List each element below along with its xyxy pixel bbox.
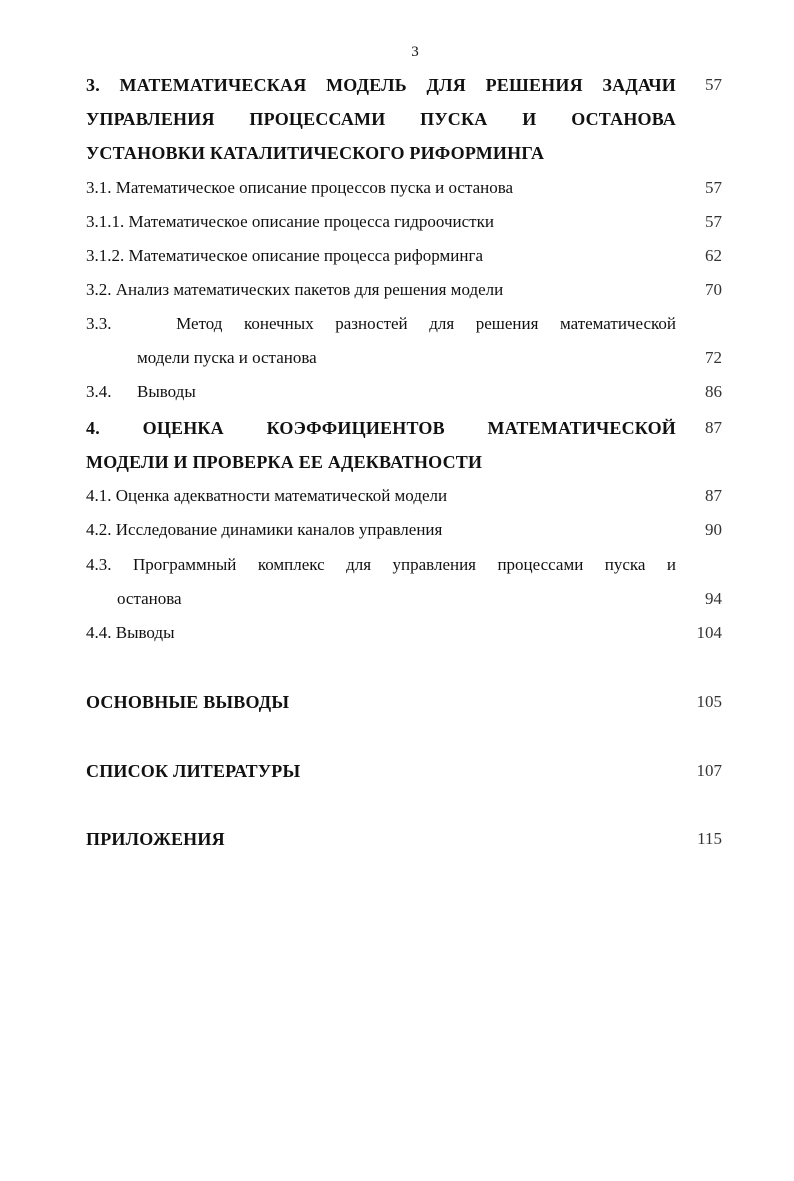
toc-s3-1-page: 57 xyxy=(705,178,722,197)
toc-s3-2: 3.2. Анализ математических пакетов для решения модели xyxy=(86,280,504,299)
toc-appendices: ПРИЛОЖЕНИЯ xyxy=(86,829,225,849)
toc-ch3-line3: УСТАНОВКИ КАТАЛИТИЧЕСКОГО РИФОРМИНГА xyxy=(86,143,545,163)
toc-s4-4: 4.4. Выводы xyxy=(86,623,175,642)
toc-s3-1-2-page: 62 xyxy=(705,246,722,265)
toc-s3-1-1-page: 57 xyxy=(705,212,722,231)
toc-s4-3-page: 94 xyxy=(705,589,722,608)
toc-s4-2: 4.2. Исследование динамики каналов управления xyxy=(86,520,443,539)
toc-s3-3-page: 72 xyxy=(705,348,722,367)
toc-s4-2-page: 90 xyxy=(705,520,722,539)
toc-s3-1-1: 3.1.1. Математическое описание процесса гидроочистки xyxy=(86,212,494,231)
toc-s4-1: 4.1. Оценка адекватности математической модели xyxy=(86,486,448,505)
page-number: 3 xyxy=(411,44,419,60)
toc-s3-1: 3.1. Математическое описание процессов пуска и останова xyxy=(86,178,514,197)
toc-s3-1-2: 3.1.2. Математическое описание процесса риформинга xyxy=(86,246,484,265)
toc-s3-3-line1: 3.3. Метод конечных разностей для решения математической xyxy=(86,314,676,333)
toc-ch3-line2: УПРАВЛЕНИЯ ПРОЦЕССАМИ ПУСКА И ОСТАНОВА xyxy=(86,109,676,129)
toc-conclusions: ОСНОВНЫЕ ВЫВОДЫ xyxy=(86,692,290,712)
toc-s3-4-page: 86 xyxy=(705,382,722,401)
toc-references: СПИСОК ЛИТЕРАТУРЫ xyxy=(86,761,301,781)
toc-ch4-line2: МОДЕЛИ И ПРОВЕРКА ЕЕ АДЕКВАТНОСТИ xyxy=(86,452,483,472)
toc-s3-4-title: Выводы xyxy=(137,382,196,401)
toc-s3-4-number: 3.4. xyxy=(86,382,112,401)
toc-s4-3-line1: 4.3. Программный комплекс для управления процессами пуска и xyxy=(86,555,676,574)
toc-ch4-page: 87 xyxy=(705,418,722,437)
toc-s4-4-page: 104 xyxy=(696,623,722,642)
toc-ch3-page: 57 xyxy=(705,75,722,94)
toc-appendices-page: 115 xyxy=(697,829,722,848)
toc-ch4-line1: 4. ОЦЕНКА КОЭФФИЦИЕНТОВ МАТЕМАТИЧЕСКОЙ xyxy=(86,418,676,438)
toc-s4-1-page: 87 xyxy=(705,486,722,505)
toc-ch3-line1: 3. МАТЕМАТИЧЕСКАЯ МОДЕЛЬ ДЛЯ РЕШЕНИЯ ЗАДАЧИ xyxy=(86,75,676,95)
toc-conclusions-page: 105 xyxy=(696,692,722,711)
toc-s3-2-page: 70 xyxy=(705,280,722,299)
toc-s3-3-line2: модели пуска и останова xyxy=(137,348,317,367)
toc-s4-3-line2: останова xyxy=(117,589,182,608)
toc-references-page: 107 xyxy=(696,761,722,780)
